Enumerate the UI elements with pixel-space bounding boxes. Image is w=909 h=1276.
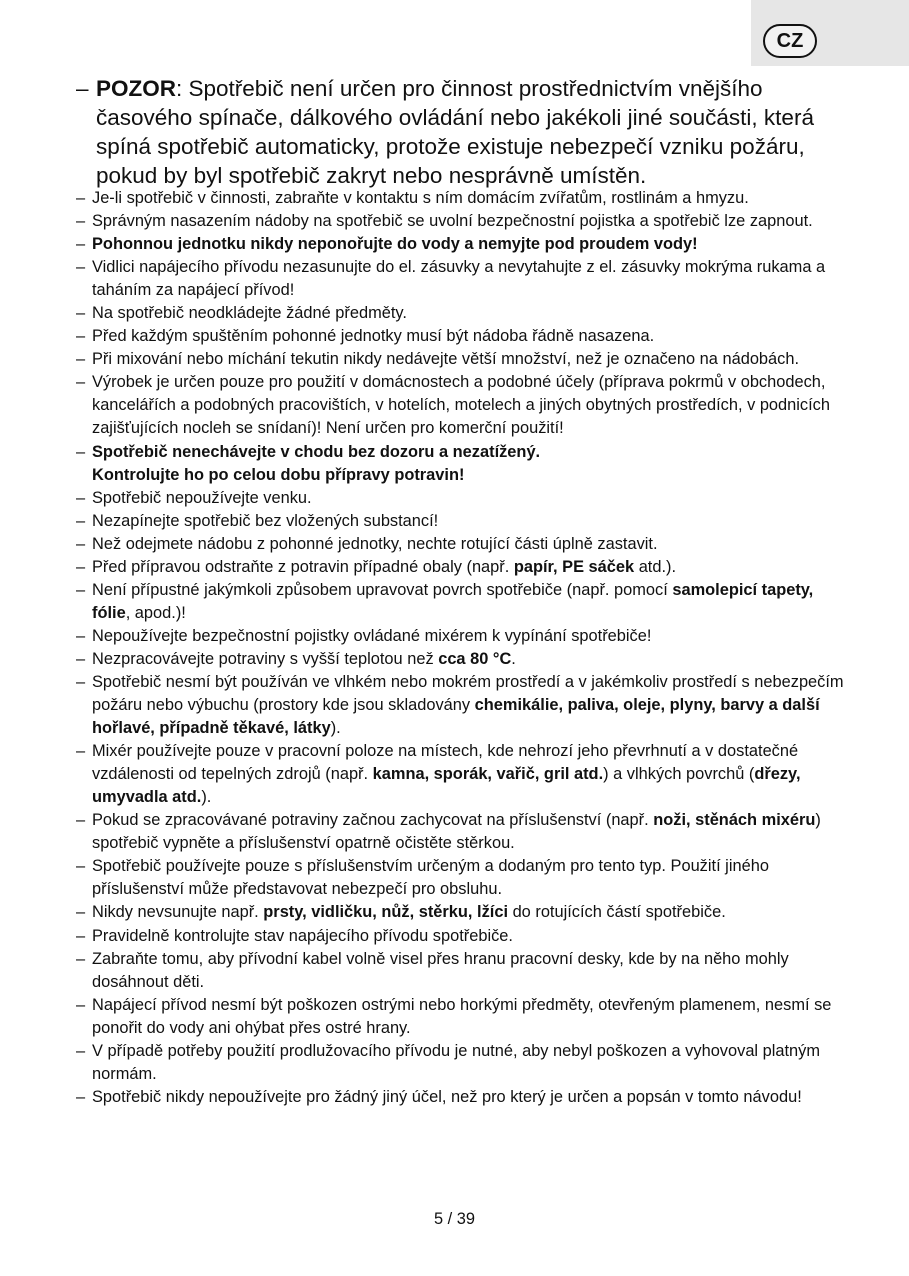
list-item: – Spotřebič nepoužívejte venku.	[76, 488, 312, 507]
list-item: – Před každým spuštěním pohonné jednotky musí být nádoba řádně nasazena.	[76, 327, 655, 346]
safety-list	[76, 187, 846, 1109]
list-item: – Zabraňte tomu, aby přívodní kabel volně visel přes hranu pracovní desky, kde by na něho mohly dosáhnout děti.	[76, 949, 789, 991]
list-item: – Nepoužívejte bezpečnostní pojistky ovládané mixérem k vypínání spotřebiče!	[76, 626, 652, 645]
list-item: – Pokud se zpracovávané potraviny začnou zachycovat na příslušenství (např. noži, stěnách mixéru) spotřebič vypněte a příslušenství opatrně očistěte stěrkou.	[76, 811, 821, 853]
list-item: – Správným nasazením nádoby na spotřebič se uvolní bezpečnostní pojistka a spotřebič lze zapnout.	[76, 212, 813, 231]
list-item: – Napájecí přívod nesmí být poškozen ostrými nebo horkými předměty, otevřeným plamenem, nesmí se ponořit do vody ani ohýbat přes ostré hrany.	[76, 995, 832, 1037]
list-item: – Pravidelně kontrolujte stav napájecího přívodu spotřebiče.	[76, 926, 513, 945]
page-number: 5 / 39	[433, 1210, 475, 1228]
list-item: – Nikdy nevsunujte např. prsty, vidličku, nůž, stěrku, lžíci do rotujících částí spotřebiče.	[76, 903, 726, 922]
list-item: – Nezpracovávejte potraviny s vyšší teplotou než cca 80 °C.	[76, 649, 516, 668]
list-item: – V případě potřeby použití prodlužovacího přívodu je nutné, aby nebyl poškozen a vyhovoval platným normám.	[76, 1041, 821, 1083]
list-item: – Spotřebič nenechávejte v chodu bez dozoru a nezatížený. Kontrolujte ho po celou dobu přípravy potravin!	[76, 442, 541, 484]
list-item: – Je-li spotřebič v činnosti, zabraňte v kontaktu s ním domácím zvířatům, rostlinám a hmyzu.	[76, 189, 749, 207]
list-item: – Na spotřebič neodkládejte žádné předměty.	[76, 304, 407, 323]
list-item: – Před přípravou odstraňte z potravin případné obaly (např. papír, PE sáček atd.).	[76, 557, 677, 576]
list-item: – POZOR: Spotřebič není určen pro činnost prostřednictvím vnějšího časového spínače, dálkového ovládání nebo jakékoli jiné součásti, která spíná spotřebič automaticky, protože existuje nebezpečí vzniku požáru, pokud by byl spotřebič zakryt nebo nesprávně umístěn.	[76, 76, 814, 188]
list-item: – Výrobek je určen pouze pro použití v domácnostech a podobné účely (příprava pokrmů v obchodech, kancelářích a podobných pracovištích, v hotelích, motelech a jiných obytných prostředích, v podnicích zajišťujících nocleh se snídaní)! Není určen pro komerční použití!	[76, 373, 830, 438]
list-item: – Mixér používejte pouze v pracovní poloze na místech, kde nehrozí jeho převrhnutí a v dostatečné vzdálenosti od tepelných zdrojů (např. kamna, sporák, vařič, gril atd.) a vlhkých povrchů (dřezy, umyvadla atd.).	[76, 742, 801, 807]
list-item: – Při mixování nebo míchání tekutin nikdy nedávejte větší množství, než je označeno na nádobách.	[76, 350, 800, 369]
list-item: – Spotřebič používejte pouze s příslušenstvím určeným a dodaným pro tento typ. Použití jiného příslušenství může představovat nebezpečí pro obsluhu.	[76, 857, 769, 899]
list-item: – Než odejmete nádobu z pohonné jednotky, nechte rotující části úplně zastavit.	[76, 534, 658, 553]
list-item: – Pohonnou jednotku nikdy neponořujte do vody a nemyjte pod proudem vody!	[76, 235, 698, 254]
list-item: – Spotřebič nesmí být používán ve vlhkém nebo mokrém prostředí a v jakémkoliv prostředí s nebezpečím požáru nebo výbuchu (prostory kde jsou skladovány chemikálie, paliva, oleje, plyny, barvy a další hořlavé, případně těkavé, látky).	[76, 672, 844, 738]
list-item: – Vidlici napájecího přívodu nezasunujte do el. zásuvky a nevytahujte z el. zásuvky mokrýma rukama a taháním za napájecí přívod!	[76, 258, 826, 300]
warning-intro	[76, 74, 846, 190]
dash-bullet: –	[76, 76, 89, 101]
language-badge: CZ	[763, 24, 817, 58]
list-item: – Spotřebič nikdy nepoužívejte pro žádný jiný účel, než pro který je určen a popsán v tomto návodu!	[76, 1087, 802, 1106]
list-item: – Není přípustné jakýmkoli způsobem upravovat povrch spotřebiče (např. pomocí samolepicí tapety, fólie, apod.)!	[76, 580, 814, 622]
list-item: – Nezapínejte spotřebič bez vložených substancí!	[76, 511, 439, 530]
